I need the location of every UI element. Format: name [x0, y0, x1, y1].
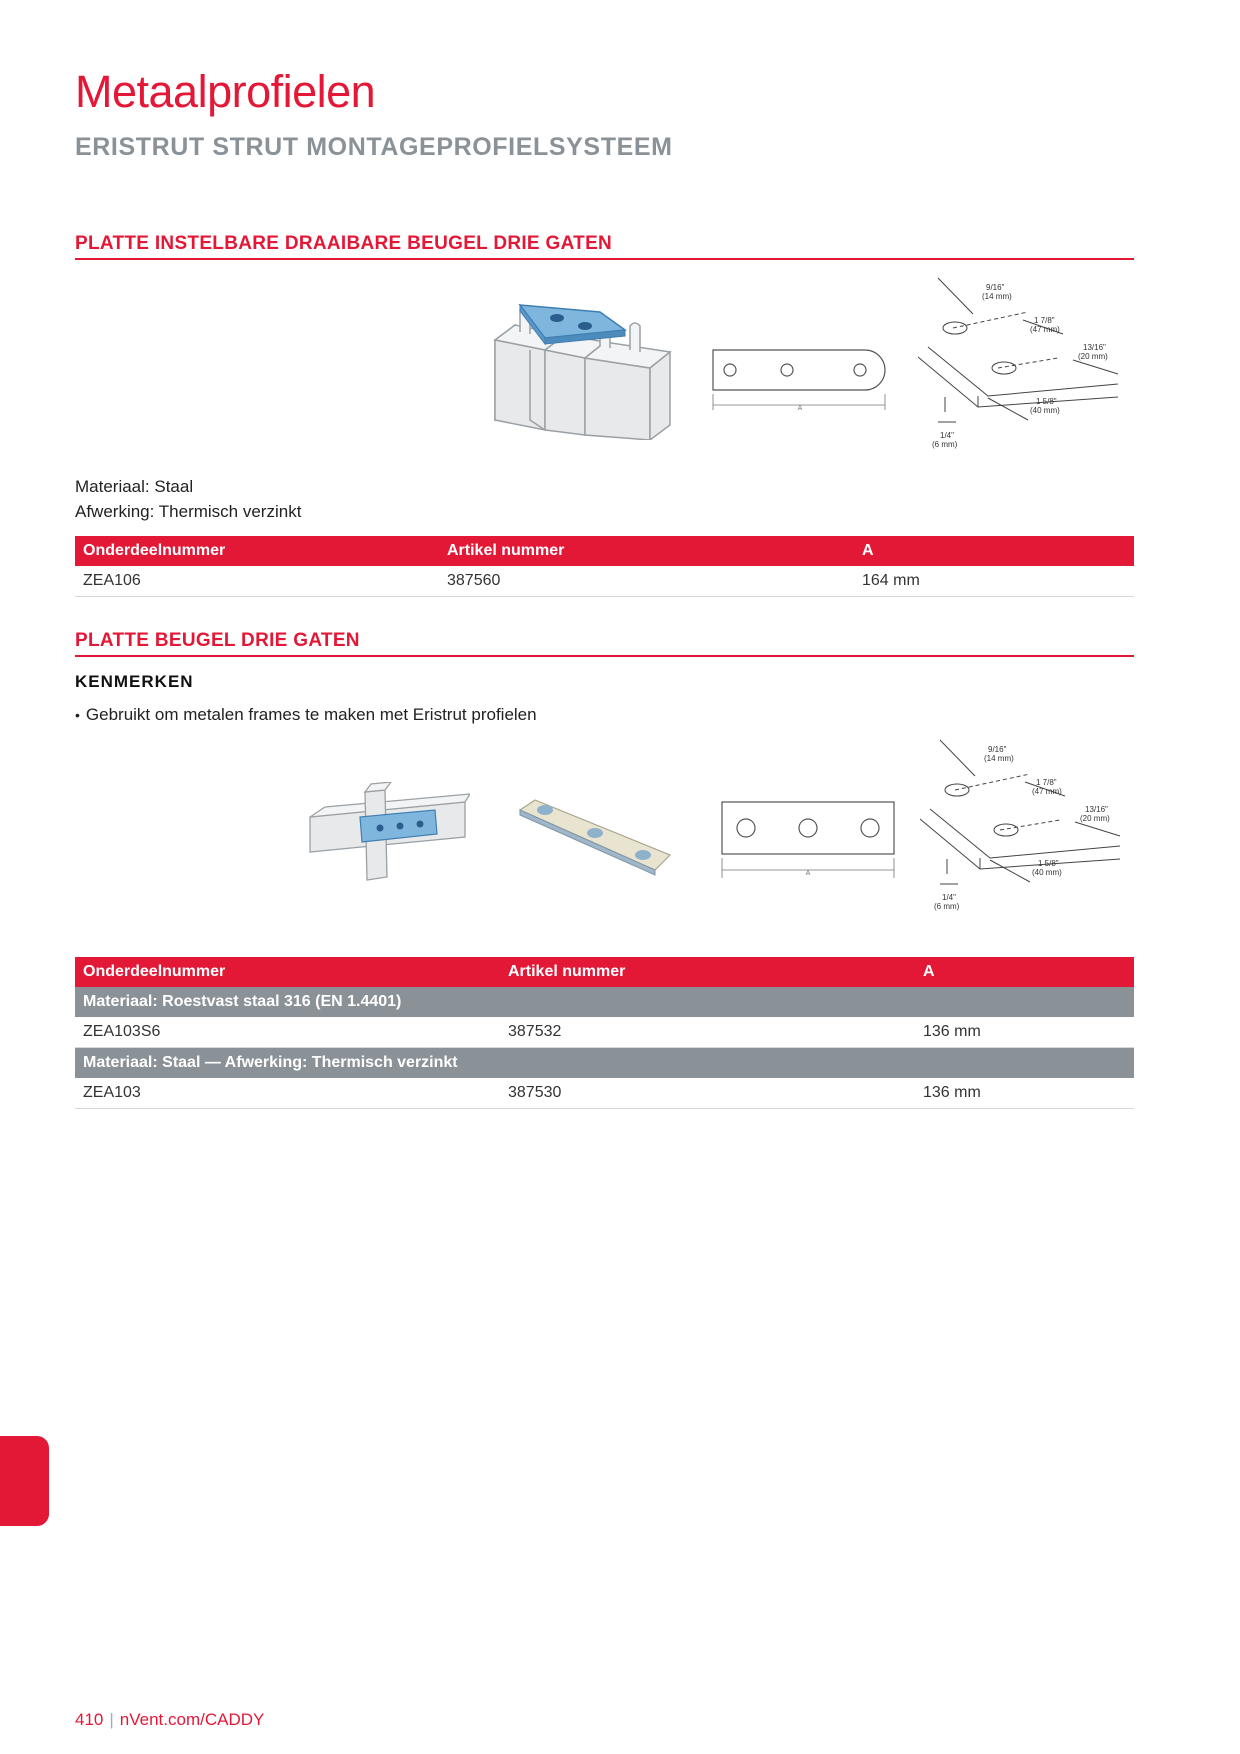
table-group-row [75, 1048, 1134, 1079]
dim-width-mm-label: (40 mm) [1032, 868, 1062, 877]
product-image-swivel-bracket [490, 290, 680, 440]
plan-drawing-flat-plate [718, 800, 898, 880]
table-header-row [75, 957, 1134, 987]
column-header-part: Onderdeelnummer [75, 536, 439, 566]
column-header-part: Onderdeelnummer [75, 957, 500, 987]
dimension-a-label: A [805, 870, 811, 877]
cell-a: 136 mm [915, 1017, 1134, 1048]
dim-thickness-mm-label: (6 mm) [932, 440, 958, 449]
product-image-cross-bracket [305, 782, 470, 882]
feature-item: • Gebruikt om metalen frames te maken met Eristrut profielen [75, 705, 537, 724]
section-heading-2: PLATTE BEUGEL DRIE GATEN [75, 630, 1134, 657]
dim-hole-label: 9/16" [988, 745, 1007, 754]
footer-separator: | [109, 1710, 114, 1729]
dim-thickness-label: 1/4" [942, 893, 956, 902]
material-text: Materiaal: Staal [75, 477, 194, 496]
dim-hole-label: 9/16" [986, 283, 1005, 292]
footer-link[interactable]: nVent.com/CADDY [119, 1710, 265, 1729]
plan-drawing-swivel-bracket [705, 348, 895, 413]
page-number: 410 [75, 1710, 104, 1729]
cell-part: ZEA103 [75, 1078, 500, 1109]
features-heading: KENMERKEN [75, 672, 194, 691]
dim-width-label: 1 5/8" [1038, 859, 1059, 868]
dim-width-mm-label: (40 mm) [1030, 406, 1060, 415]
table-row [75, 566, 1134, 597]
parts-table-1 [75, 536, 1134, 597]
dim-edge-mm-label: (20 mm) [1078, 352, 1108, 361]
column-header-a: A [915, 957, 1134, 987]
feature-item-text: Gebruikt om metalen frames te maken met Eristrut profielen [85, 705, 537, 724]
cell-part: ZEA103S6 [75, 1017, 500, 1048]
dim-spacing-label: 1 7/8" [1034, 316, 1055, 325]
dim-spacing-label: 1 7/8" [1036, 778, 1057, 787]
dimension-a-label: A [797, 405, 803, 412]
cell-a: 164 mm [854, 566, 1134, 597]
dim-spacing-mm-label: (47 mm) [1030, 325, 1060, 334]
table-group-row [75, 987, 1134, 1017]
parts-table-2 [75, 957, 1134, 1109]
table-row [75, 1078, 1134, 1109]
cell-part: ZEA106 [75, 566, 439, 597]
dimension-drawing-2 [920, 734, 1130, 919]
dim-hole-mm-label: (14 mm) [982, 292, 1012, 301]
cell-article: 387560 [439, 566, 854, 597]
cell-a: 136 mm [915, 1078, 1134, 1109]
page-title: Metaalprofielen [75, 66, 376, 117]
dim-width-label: 1 5/8" [1036, 397, 1057, 406]
column-header-article: Artikel nummer [500, 957, 915, 987]
dim-spacing-mm-label: (47 mm) [1032, 787, 1062, 796]
group-label-steel: Materiaal: Staal — Afwerking: Thermisch verzinkt [75, 1048, 1134, 1079]
group-label-stainless: Materiaal: Roestvast staal 316 (EN 1.4401) [75, 987, 1134, 1017]
cell-article: 387530 [500, 1078, 915, 1109]
page-subtitle: ERISTRUT STRUT MONTAGEPROFIELSYSTEEM [75, 133, 673, 161]
dim-thickness-mm-label: (6 mm) [934, 902, 960, 911]
page-footer [75, 1710, 264, 1730]
cell-article: 387532 [500, 1017, 915, 1048]
product-image-flat-plate [515, 795, 675, 885]
dim-thickness-label: 1/4" [940, 431, 954, 440]
column-header-a: A [854, 536, 1134, 566]
dim-hole-mm-label: (14 mm) [984, 754, 1014, 763]
finish-text: Afwerking: Thermisch verzinkt [75, 502, 302, 521]
dim-edge-label: 13/16" [1083, 343, 1106, 352]
column-header-article: Artikel nummer [439, 536, 854, 566]
chapter-tab [0, 1436, 49, 1526]
section-heading-1: PLATTE INSTELBARE DRAAIBARE BEUGEL DRIE GATEN [75, 233, 1134, 260]
dim-edge-label: 13/16" [1085, 805, 1108, 814]
dim-edge-mm-label: (20 mm) [1080, 814, 1110, 823]
dimension-drawing-1 [918, 272, 1128, 457]
table-row [75, 1017, 1134, 1048]
table-header-row [75, 536, 1134, 566]
